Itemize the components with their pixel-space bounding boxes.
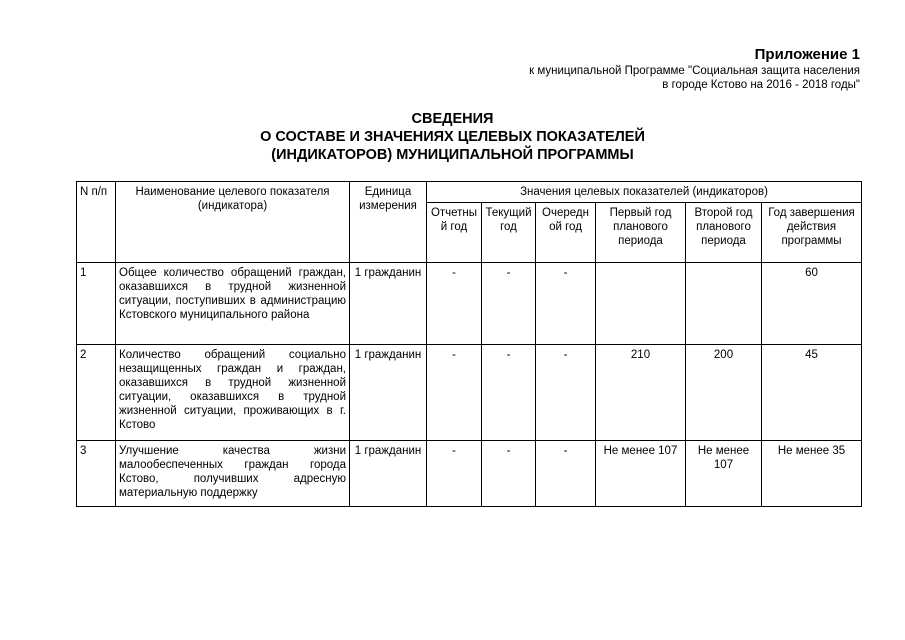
header-completion-year: Год завершения действия программы: [762, 203, 862, 263]
row-value-completion: 45: [762, 345, 862, 441]
row-value-next: -: [536, 345, 596, 441]
row-value-next: -: [536, 263, 596, 345]
heading-line-2: О СОСТАВЕ И ЗНАЧЕНИЯХ ЦЕЛЕВЫХ ПОКАЗАТЕЛЕЙ: [260, 129, 645, 145]
document-heading: [0, 110, 905, 164]
header-row-1: [77, 182, 862, 203]
table-row: [77, 345, 862, 441]
row-value-plan-1: Не менее 107: [596, 441, 686, 507]
appendix-line-1: к муниципальной Программе "Социальная защита населения: [529, 65, 860, 77]
row-value-plan-2: [686, 263, 762, 345]
header-current-year: Текущий год: [482, 203, 536, 263]
appendix-line-2: в городе Кстово на 2016 - 2018 годы": [662, 79, 860, 91]
row-num: 2: [77, 345, 116, 441]
header-first-plan-year: Первый год планового периода: [596, 203, 686, 263]
row-value-completion: 60: [762, 263, 862, 345]
row-value-reporting: -: [427, 263, 482, 345]
row-num: 1: [77, 263, 116, 345]
indicators-table: [76, 181, 862, 507]
row-unit: 1 гражданин: [350, 263, 427, 345]
header-name: Наименование целевого показателя (индикатора): [116, 182, 350, 263]
header-values-group: Значения целевых показателей (индикаторов): [427, 182, 862, 203]
header-reporting-year: Отчетный год: [427, 203, 482, 263]
table-row: [77, 441, 862, 507]
row-value-plan-2: 200: [686, 345, 762, 441]
heading-line-1: СВЕДЕНИЯ: [411, 111, 494, 127]
appendix-title: Приложение 1: [754, 46, 860, 63]
header-second-plan-year: Второй год планового периода: [686, 203, 762, 263]
header-next-year: Очередной год: [536, 203, 596, 263]
row-value-next: -: [536, 441, 596, 507]
row-value-reporting: -: [427, 441, 482, 507]
row-value-completion: Не менее 35: [762, 441, 862, 507]
row-value-plan-2: Не менее 107: [686, 441, 762, 507]
row-indicator-name: Количество обращений социально незащищенных граждан и граждан, оказавшихся в трудной жизненной ситуации, оказавшихся в трудной жизненной ситуации, проживающих в г. Кстово: [116, 345, 350, 441]
header-unit: Единица измерения: [350, 182, 427, 263]
row-num: 3: [77, 441, 116, 507]
row-value-current: -: [482, 263, 536, 345]
header-num: N п/п: [77, 182, 116, 263]
row-value-plan-1: [596, 263, 686, 345]
row-value-current: -: [482, 345, 536, 441]
row-value-current: -: [482, 441, 536, 507]
row-value-plan-1: 210: [596, 345, 686, 441]
row-indicator-name: Улучшение качества жизни малообеспеченных граждан города Кстово, получивших адресную материальную поддержку: [116, 441, 350, 507]
row-unit: 1 гражданин: [350, 345, 427, 441]
row-indicator-name: Общее количество обращений граждан, оказавшихся в трудной жизненной ситуации, поступивших в администрацию Кстовского муниципального района: [116, 263, 350, 345]
table-row: [77, 263, 862, 345]
appendix-block: [529, 46, 860, 92]
row-unit: 1 гражданин: [350, 441, 427, 507]
heading-line-3: (ИНДИКАТОРОВ) МУНИЦИПАЛЬНОЙ ПРОГРАММЫ: [271, 147, 634, 163]
row-value-reporting: -: [427, 345, 482, 441]
